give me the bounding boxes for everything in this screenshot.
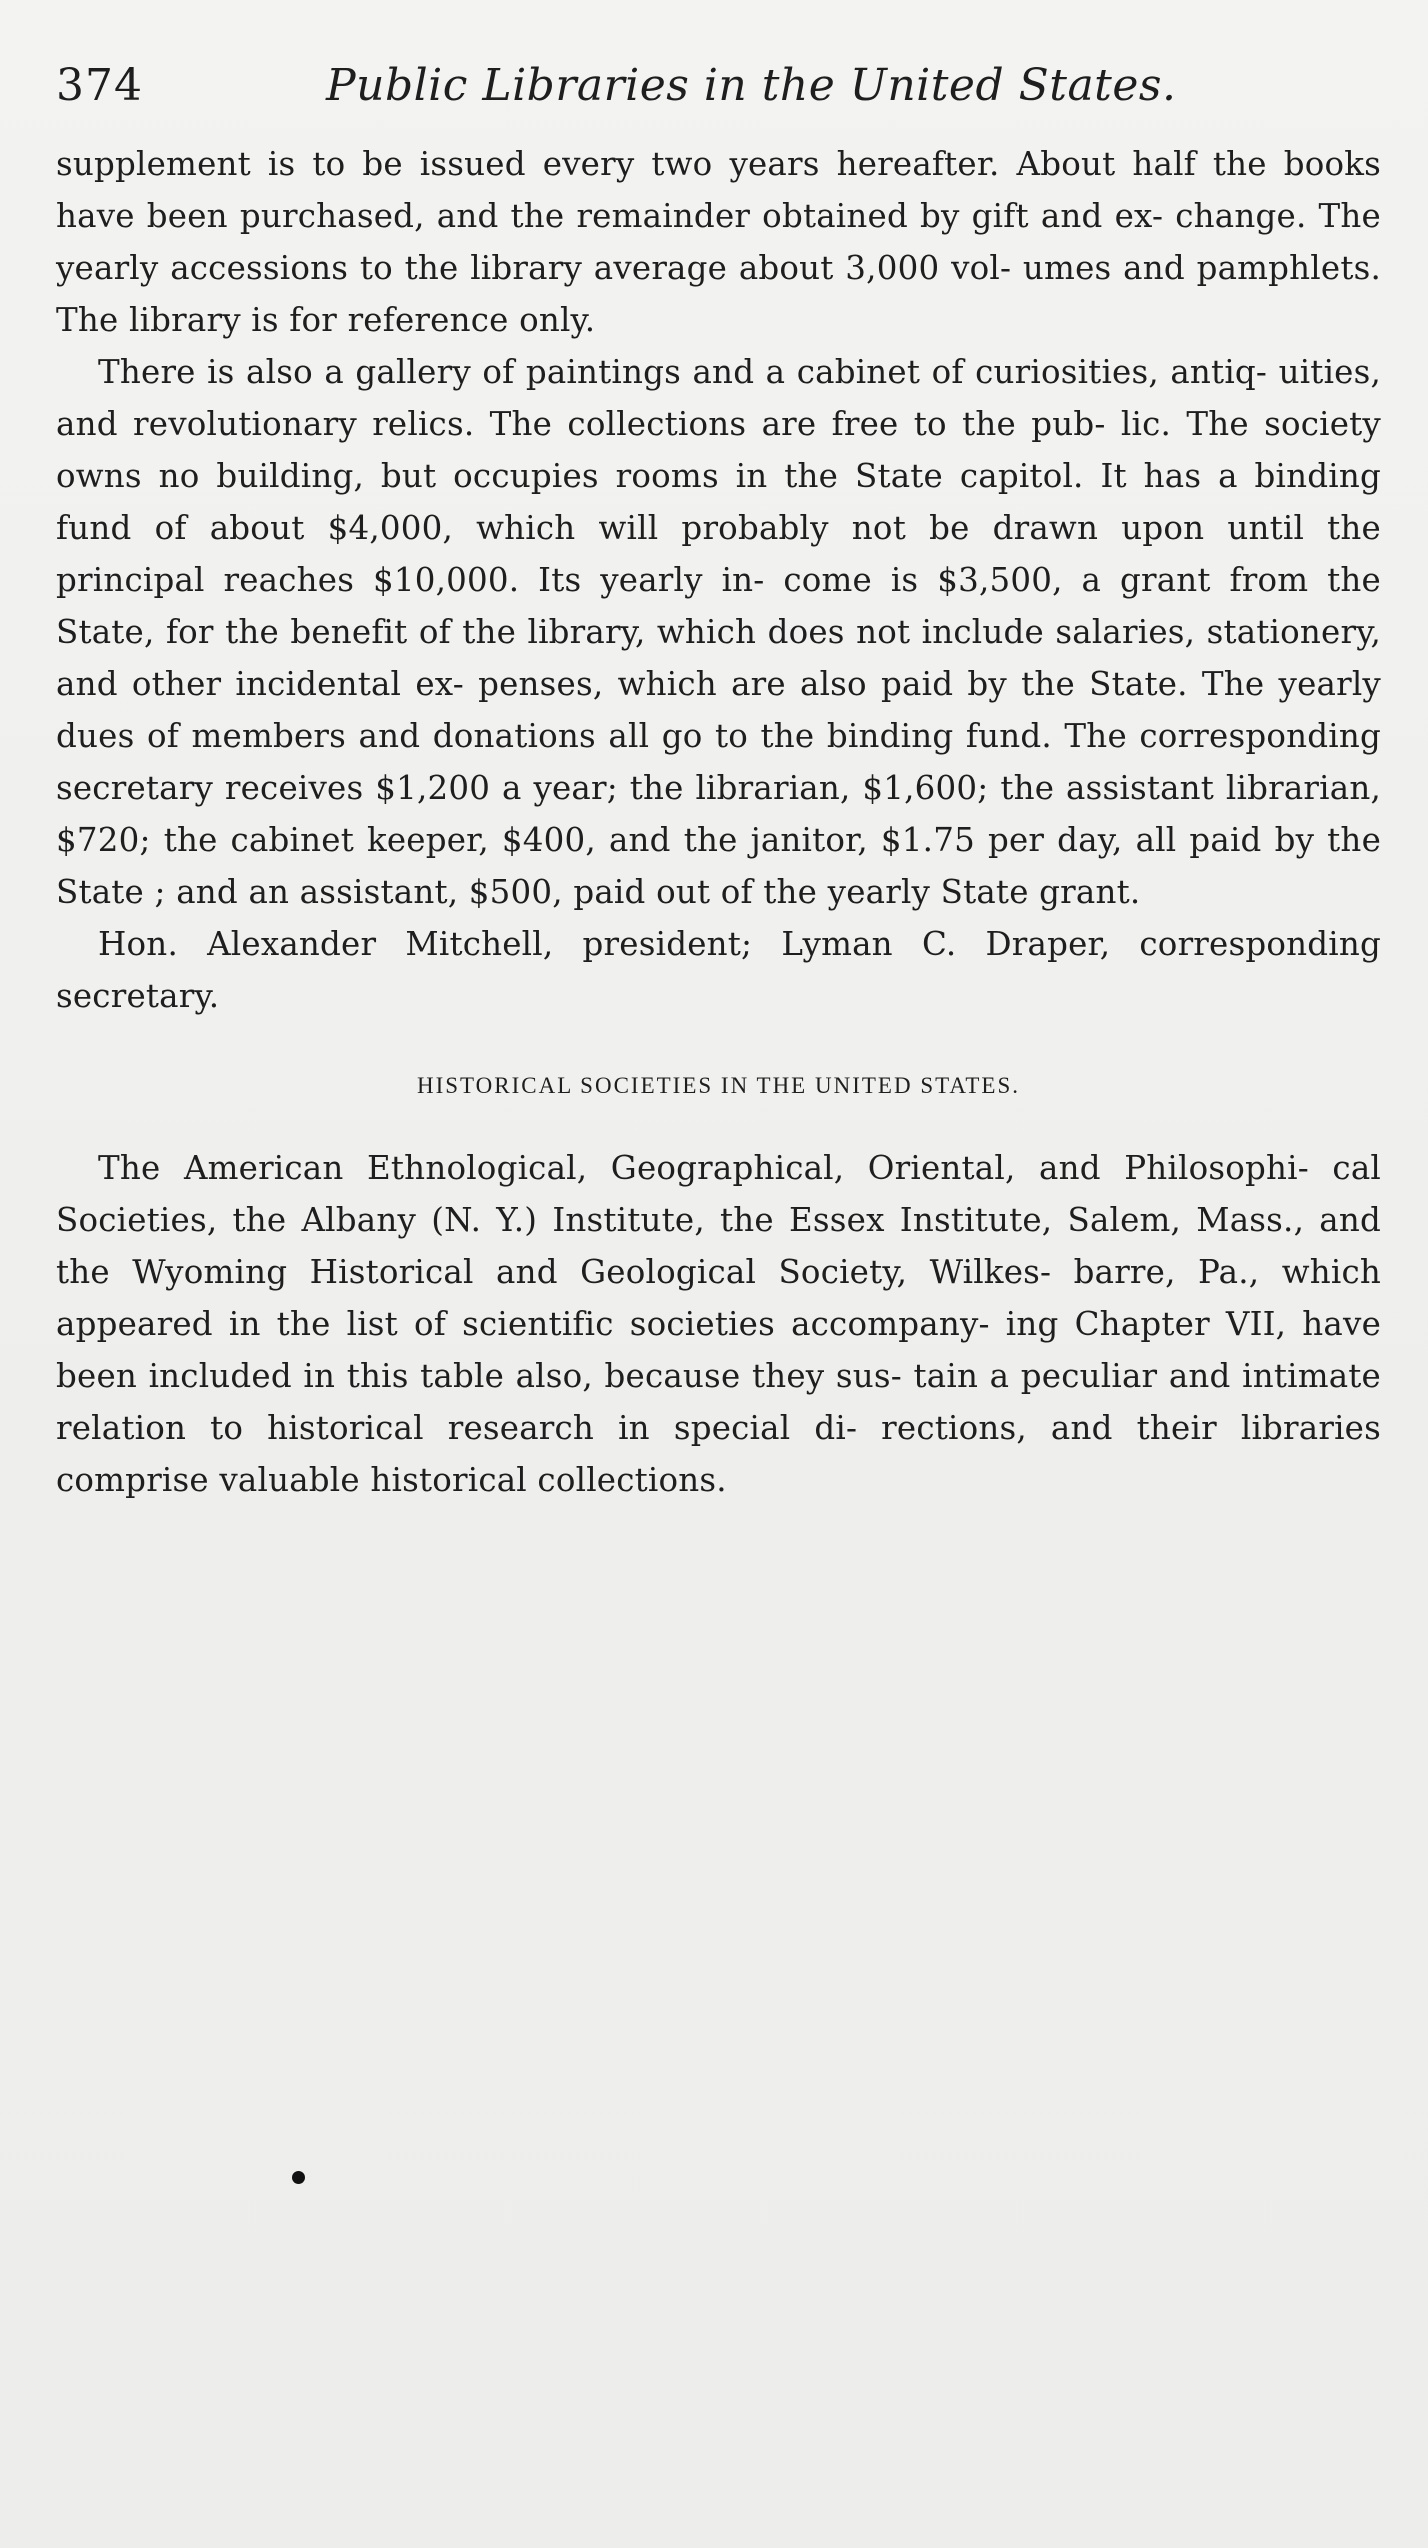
body-text	[56, 138, 1381, 1506]
running-title: Public Libraries in the United States.	[326, 60, 1177, 111]
section-heading	[56, 1066, 1381, 1106]
paragraph-historical-societies: The American Ethnological, Geographical, Oriental, and Philosophi- cal Societies, the Albany (N. Y.) Institute, the Essex Institute, Salem, Mass., and the Wyoming Historical and Geological Society, Wilkes- barre, Pa., which appeared in the list of scientific societies accompany- ing Chapter VII, have been included in this table also, because they sus- tain a peculiar and intimate relation to historical research in special di- rections, and their libraries comprise valuable historical collections.	[56, 1149, 1381, 1499]
page-header	[56, 56, 1386, 116]
paragraph-continued: supplement is to be issued every two years hereafter. About half the books have been purchased, and the remainder obtained by gift and ex- change. The yearly accessions to the library average about 3,000 vol- umes and pamphlets. The library is for reference only.	[56, 145, 1381, 339]
section-heading-text: HISTORICAL SOCIETIES IN THE UNITED STATES.	[416, 1073, 1021, 1098]
paragraph-collections: There is also a gallery of paintings and a cabinet of curiosities, antiq- uities, and revolutionary relics. The collections are free to the pub- lic. The society owns no building, but occupies rooms in the State capitol. It has a binding fund of about $4,000, which will probably not be drawn upon until the principal reaches $10,000. Its yearly in- come is $3,500, a grant from the State, for the benefit of the library, which does not include salaries, stationery, and other incidental ex- penses, which are also paid by the State. The yearly dues of members and donations all go to the binding fund. The corresponding secretary receives $1,200 a year; the librarian, $1,600; the assistant librarian, $720; the cabinet keeper, $400, and the janitor, $1.75 per day, all paid by the State ; and an assistant, $500, paid out of the yearly State grant.	[56, 353, 1381, 911]
page-number: 374	[56, 60, 143, 111]
paragraph-officers: Hon. Alexander Mitchell, president; Lyman C. Draper, corresponding secretary.	[56, 925, 1381, 1015]
ink-spot	[292, 2171, 305, 2184]
